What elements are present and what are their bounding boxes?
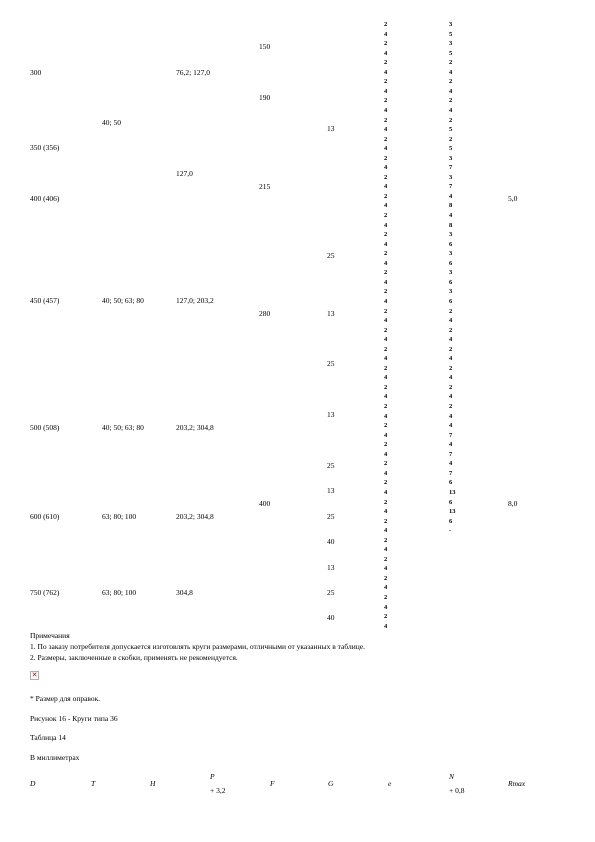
cell-n: 6 bbox=[449, 517, 453, 525]
header-h: H bbox=[150, 779, 156, 788]
cell-g: 2 bbox=[384, 594, 388, 601]
cell-g: 4 bbox=[384, 565, 388, 573]
cell-f: 25 bbox=[327, 512, 335, 521]
cell-g: 4 bbox=[384, 355, 388, 363]
cell-g: 2 bbox=[384, 517, 388, 525]
notes-title: Примечания bbox=[30, 631, 70, 640]
cell-f: 40 bbox=[327, 537, 335, 546]
cell-n: 2 bbox=[449, 59, 453, 67]
cell-t-600: 63; 80; 100 bbox=[102, 512, 137, 521]
cell-n: 3 bbox=[449, 21, 453, 28]
cell-d-750: 750 (762) bbox=[30, 588, 60, 597]
cell-n: 8 bbox=[449, 202, 453, 210]
cell-g: 4 bbox=[384, 49, 388, 57]
cell-g: 2 bbox=[384, 78, 388, 86]
cell-n: 4 bbox=[449, 212, 453, 219]
cell-f: 25 bbox=[327, 461, 335, 470]
cell-n: 2 bbox=[449, 307, 453, 315]
cell-g: 4 bbox=[384, 546, 388, 554]
cell-n: 5 bbox=[449, 49, 453, 57]
broken-image-icon: ✕ bbox=[31, 671, 38, 679]
header-n-tolerance: + 0,8 bbox=[449, 786, 465, 795]
cell-n: 7 bbox=[449, 469, 453, 477]
cell-n: - bbox=[449, 527, 452, 535]
cell-n: 13 bbox=[449, 488, 456, 496]
cell-g: 4 bbox=[384, 221, 388, 229]
cell-g: 2 bbox=[384, 59, 388, 67]
cell-n: 8 bbox=[449, 221, 453, 229]
cell-rmax-400: 5,0 bbox=[508, 194, 518, 203]
cell-f: 25 bbox=[327, 251, 335, 260]
header-f: F bbox=[270, 779, 275, 788]
cell-g: 4 bbox=[384, 317, 388, 325]
cell-g: 2 bbox=[384, 135, 388, 143]
header-n: N bbox=[449, 772, 455, 781]
cell-g: 2 bbox=[384, 307, 388, 315]
cell-d-400: 400 (406) bbox=[30, 194, 60, 203]
cell-n: 7 bbox=[449, 431, 453, 439]
cell-g: 2 bbox=[384, 288, 388, 296]
cell-h-600: 203,2; 304,8 bbox=[176, 512, 214, 521]
notes-line-2: 2. Размеры, заключенные в скобки, применять не рекомендуется. bbox=[30, 653, 238, 662]
cell-d-600: 600 (610) bbox=[30, 512, 60, 521]
header-d: D bbox=[30, 779, 36, 788]
cell-g: 4 bbox=[384, 240, 388, 248]
cell-g: 4 bbox=[384, 450, 388, 458]
cell-g: 2 bbox=[384, 574, 388, 582]
notes-line-1: 1. По заказу потребителя допускается изготовлять круги размерами, отличными от указанных в таблице. bbox=[30, 642, 365, 651]
cell-h-750: 304,8 bbox=[176, 588, 193, 597]
cell-n: 5 bbox=[449, 145, 453, 153]
header-g: G bbox=[328, 779, 334, 788]
cell-n: 4 bbox=[449, 422, 453, 430]
cell-n: 4 bbox=[449, 412, 453, 420]
cell-n: 6 bbox=[449, 498, 453, 506]
cell-g: 4 bbox=[384, 87, 388, 95]
cell-n: 7 bbox=[449, 164, 453, 172]
cell-n: 4 bbox=[449, 87, 453, 95]
cell-h-500: 203,2; 304,8 bbox=[176, 423, 214, 432]
cell-t-450: 40; 50; 63; 80 bbox=[102, 296, 144, 305]
cell-t-750: 63; 80; 100 bbox=[102, 588, 137, 597]
cell-g: 4 bbox=[384, 336, 388, 344]
cell-n: 2 bbox=[449, 97, 453, 105]
cell-g: 2 bbox=[384, 326, 388, 334]
cell-n: 2 bbox=[449, 135, 453, 143]
cell-p-215: 215 bbox=[259, 182, 271, 191]
cell-n: 2 bbox=[449, 345, 453, 353]
cell-g: 4 bbox=[384, 297, 388, 305]
cell-t-500: 40; 50; 63; 80 bbox=[102, 423, 144, 432]
cell-h-400: 127,0 bbox=[176, 169, 193, 178]
cell-g: 2 bbox=[384, 97, 388, 105]
cell-g: 4 bbox=[384, 412, 388, 420]
cell-g: 4 bbox=[384, 278, 388, 286]
cell-g: 4 bbox=[384, 393, 388, 401]
cell-n: 3 bbox=[449, 288, 453, 296]
cell-g: 2 bbox=[384, 21, 388, 28]
cell-g: 2 bbox=[384, 383, 388, 391]
cell-g: 2 bbox=[384, 173, 388, 181]
cell-f: 13 bbox=[327, 486, 335, 495]
cell-g: 2 bbox=[384, 192, 388, 200]
cell-n: 6 bbox=[449, 278, 453, 286]
cell-g: 2 bbox=[384, 536, 388, 544]
cell-g: 2 bbox=[384, 460, 388, 468]
cell-g: 4 bbox=[384, 145, 388, 153]
cell-f: 25 bbox=[327, 359, 335, 368]
header-e: e bbox=[388, 779, 392, 788]
header-t: T bbox=[91, 779, 96, 788]
cell-g: 4 bbox=[384, 508, 388, 516]
cell-n: 2 bbox=[449, 403, 453, 410]
cell-g: 4 bbox=[384, 603, 388, 611]
cell-g: 2 bbox=[384, 116, 388, 124]
header-p-tolerance: + 3,2 bbox=[210, 786, 226, 795]
cell-g: 4 bbox=[384, 126, 388, 134]
cell-p-150: 150 bbox=[259, 42, 271, 51]
cell-n: 6 bbox=[449, 297, 453, 305]
cell-n: 5 bbox=[449, 126, 453, 134]
cell-g: 4 bbox=[384, 527, 388, 535]
cell-g: 2 bbox=[384, 498, 388, 506]
cell-g: 4 bbox=[384, 30, 388, 38]
cell-g: 2 bbox=[384, 345, 388, 353]
cell-rmax-600: 8,0 bbox=[508, 499, 518, 508]
cell-n: 4 bbox=[449, 393, 453, 401]
cell-g: 4 bbox=[384, 183, 388, 191]
cell-n: 4 bbox=[449, 317, 453, 325]
cell-n: 4 bbox=[449, 355, 453, 363]
cell-g: 4 bbox=[384, 431, 388, 439]
cell-n: 4 bbox=[449, 336, 453, 344]
cell-g: 4 bbox=[384, 469, 388, 477]
cell-g: 2 bbox=[384, 403, 388, 410]
cell-n: 13 bbox=[449, 508, 456, 516]
cell-n: 5 bbox=[449, 30, 453, 38]
cell-f: 13 bbox=[327, 309, 335, 318]
cell-f: 13 bbox=[327, 410, 335, 419]
cell-n: 6 bbox=[449, 240, 453, 248]
cell-n: 4 bbox=[449, 441, 453, 449]
cell-n: 6 bbox=[449, 259, 453, 267]
cell-n: 2 bbox=[449, 383, 453, 391]
cell-g: 4 bbox=[384, 584, 388, 592]
cell-p-190: 190 bbox=[259, 93, 271, 102]
cell-g: 4 bbox=[384, 622, 388, 630]
cell-n: 4 bbox=[449, 106, 453, 114]
header-p: P bbox=[210, 772, 215, 781]
cell-n: 4 bbox=[449, 374, 453, 382]
cell-g: 2 bbox=[384, 555, 388, 563]
cell-g: 2 bbox=[384, 422, 388, 430]
cell-p-400: 400 bbox=[259, 499, 271, 508]
cell-n: 4 bbox=[449, 460, 453, 468]
cell-g: 2 bbox=[384, 154, 388, 162]
footnote: * Размер для оправок. bbox=[30, 694, 101, 703]
cell-d-300: 300 bbox=[30, 68, 42, 77]
cell-g: 4 bbox=[384, 106, 388, 114]
cell-n: 3 bbox=[449, 250, 453, 258]
cell-g: 2 bbox=[384, 269, 388, 277]
cell-g: 2 bbox=[384, 441, 388, 449]
cell-n: 6 bbox=[449, 479, 453, 487]
cell-d-500: 500 (508) bbox=[30, 423, 60, 432]
cell-t-350: 40; 50 bbox=[102, 118, 121, 127]
cell-g: 2 bbox=[384, 613, 388, 621]
cell-g: 4 bbox=[384, 68, 388, 76]
cell-p-280: 280 bbox=[259, 309, 271, 318]
cell-h-450: 127,0; 203,2 bbox=[176, 296, 214, 305]
cell-n: 4 bbox=[449, 192, 453, 200]
cell-g: 2 bbox=[384, 479, 388, 487]
cell-g: 4 bbox=[384, 259, 388, 267]
cell-h-300: 76,2; 127,0 bbox=[176, 68, 210, 77]
cell-n: 3 bbox=[449, 269, 453, 277]
cell-f: 13 bbox=[327, 563, 335, 572]
cell-g: 2 bbox=[384, 212, 388, 219]
cell-n: 4 bbox=[449, 68, 453, 76]
cell-d-450: 450 (457) bbox=[30, 296, 60, 305]
cell-g: 4 bbox=[384, 164, 388, 172]
cell-n: 2 bbox=[449, 326, 453, 334]
cell-n: 2 bbox=[449, 364, 453, 372]
cell-g: 2 bbox=[384, 231, 388, 239]
cell-n: 7 bbox=[449, 450, 453, 458]
cell-n: 3 bbox=[449, 40, 453, 48]
cell-f: 25 bbox=[327, 588, 335, 597]
cell-n: 7 bbox=[449, 183, 453, 191]
cell-n: 3 bbox=[449, 231, 453, 239]
cell-g: 2 bbox=[384, 40, 388, 48]
cell-f: 40 bbox=[327, 613, 335, 622]
units-note: В миллиметрах bbox=[30, 753, 80, 762]
cell-n: 2 bbox=[449, 116, 453, 124]
cell-g: 2 bbox=[384, 250, 388, 258]
cell-n: 2 bbox=[449, 78, 453, 86]
cell-n: 3 bbox=[449, 173, 453, 181]
table-label: Таблица 14 bbox=[30, 733, 66, 742]
cell-g: 4 bbox=[384, 488, 388, 496]
cell-n: 3 bbox=[449, 154, 453, 162]
cell-g: 4 bbox=[384, 374, 388, 382]
header-rmax: Rmax bbox=[508, 779, 526, 788]
cell-f: 13 bbox=[327, 124, 335, 133]
cell-d-350: 350 (356) bbox=[30, 143, 60, 152]
cell-g: 4 bbox=[384, 202, 388, 210]
cell-g: 2 bbox=[384, 364, 388, 372]
figure-caption: Рисунок 16 - Круги типа 36 bbox=[30, 714, 118, 723]
